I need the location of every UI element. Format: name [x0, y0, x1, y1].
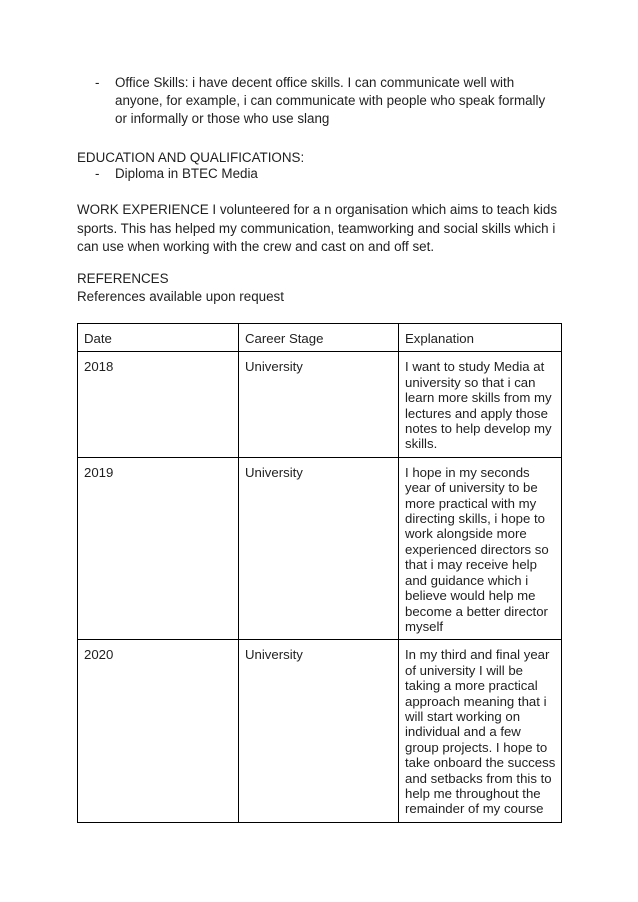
row-career-stage: University: [239, 352, 399, 457]
career-plan-table: [77, 323, 562, 823]
references-heading: REFERENCES: [77, 271, 169, 286]
row-explanation: I want to study Media at university so that i can learn more skills from my lectures and apply those notes to help develop my skills.: [399, 352, 562, 457]
table-row: [78, 457, 562, 639]
references-text: References available upon request: [77, 289, 284, 304]
row-date: 2018: [78, 352, 239, 457]
bullet-dash: -: [95, 75, 100, 90]
table-row: [78, 352, 562, 457]
bullet-dash: -: [95, 166, 100, 181]
row-career-stage: University: [239, 640, 399, 822]
education-item: [77, 165, 557, 183]
education-item-text: Diploma in BTEC Media: [115, 166, 258, 181]
office-skills-item: [77, 74, 557, 128]
header-date: Date: [78, 324, 239, 352]
row-date: 2020: [78, 640, 239, 822]
office-skills-text: Office Skills: i have decent office skills. I can communicate well with anyone, for example, i can communicate with people who speak formally or informally or those who use slang: [115, 75, 546, 126]
row-explanation: In my third and final year of university I will be taking a more practical approach meaning that i will start working on individual and a few group projects. I hope to take onboard the success and setbacks from this to help me throughout the remainder of my course: [399, 640, 562, 822]
header-career-stage: Career Stage: [239, 324, 399, 352]
row-career-stage: University: [239, 457, 399, 639]
header-explanation: Explanation: [399, 324, 562, 352]
row-explanation: I hope in my seconds year of university to be more practical with my directing skills, i hope to work alongside more experienced directors so that i may receive help and guidance which i believe would help me become a better director myself: [399, 457, 562, 639]
row-date: 2019: [78, 457, 239, 639]
education-heading: EDUCATION AND QUALIFICATIONS:: [77, 150, 305, 165]
table-header-row: [78, 324, 562, 352]
work-experience-paragraph: WORK EXPERIENCE I volunteered for a n organisation which aims to teach kids sports. This has helped my communication, teamworking and social skills which i can use when working with the crew and cast on and off set.: [77, 202, 558, 254]
table-row: [78, 640, 562, 822]
